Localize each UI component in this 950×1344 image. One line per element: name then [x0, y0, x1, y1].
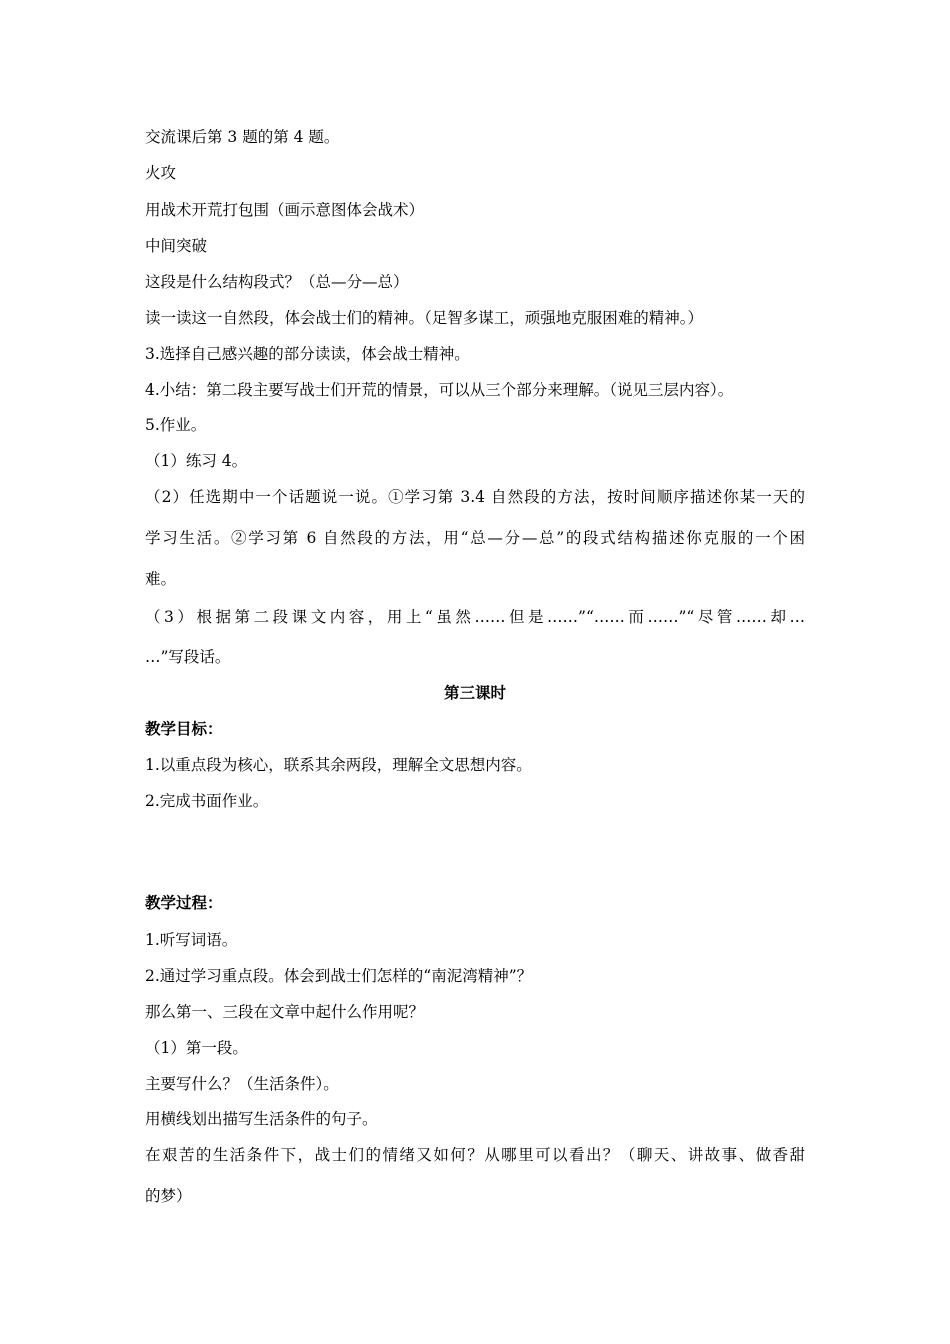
- process-item: 在艰苦的生活条件下，战士们的情绪又如何？从哪里可以看出？（聊天、讲故事、做香甜: [145, 1146, 805, 1164]
- process-item: 用横线划出描写生活条件的句子。: [145, 1110, 378, 1128]
- process-item: 1.听写词语。: [145, 931, 238, 949]
- text-line: （1）练习 4。: [145, 452, 248, 470]
- process-item: 2.通过学习重点段。体会到战士们怎样的“南泥湾精神”？: [145, 967, 533, 985]
- goals-heading: 教学目标：: [145, 719, 223, 738]
- text-line: 4.小结：第二段主要写战士们开荒的情景，可以从三个部分来理解。（说见三层内容）。: [145, 381, 734, 399]
- process-item: （1）第一段。: [145, 1039, 248, 1057]
- text-line: 交流课后第 3 题的第 4 题。: [145, 128, 340, 146]
- text-line: …”写段话。: [145, 648, 231, 666]
- text-line: 读一读这一自然段，体会战士们的精神。（足智多谋工，顽强地克服困难的精神。）: [145, 309, 704, 327]
- text-line: 3.选择自己感兴趣的部分读读，体会战士精神。: [145, 345, 470, 363]
- goal-item: 1.以重点段为核心，联系其余两段，理解全文思想内容。: [145, 756, 532, 774]
- text-line: 这段是什么结构段式？（总—分—总）: [145, 273, 409, 291]
- text-line: （2）任选期中一个话题说一说。①学习第 3.4 自然段的方法，按时间顺序描述你某一天的: [145, 488, 805, 506]
- process-item: 主要写什么？（生活条件）。: [145, 1075, 339, 1093]
- process-heading: 教学过程：: [145, 893, 223, 912]
- text-line: （3）根据第二段课文内容，用上“虽然……但是……”“……而……”“尽管……却…: [145, 608, 805, 626]
- process-item: 的梦）: [145, 1187, 192, 1205]
- text-line: 火攻: [145, 164, 177, 182]
- text-line: 5.作业。: [145, 416, 207, 434]
- goal-item: 2.完成书面作业。: [145, 792, 269, 810]
- text-line: 难。: [145, 570, 177, 588]
- section-title: 第三课时: [443, 683, 506, 702]
- text-line: 中间突破: [145, 237, 208, 255]
- text-line: 用战术开荒打包围（画示意图体会战术）: [145, 201, 425, 219]
- process-item: 那么第一、三段在文章中起什么作用呢？: [145, 1003, 425, 1021]
- text-line: 学习生活。②学习第 6 自然段的方法，用“总—分—总”的段式结构描述你克服的一个困: [145, 529, 805, 547]
